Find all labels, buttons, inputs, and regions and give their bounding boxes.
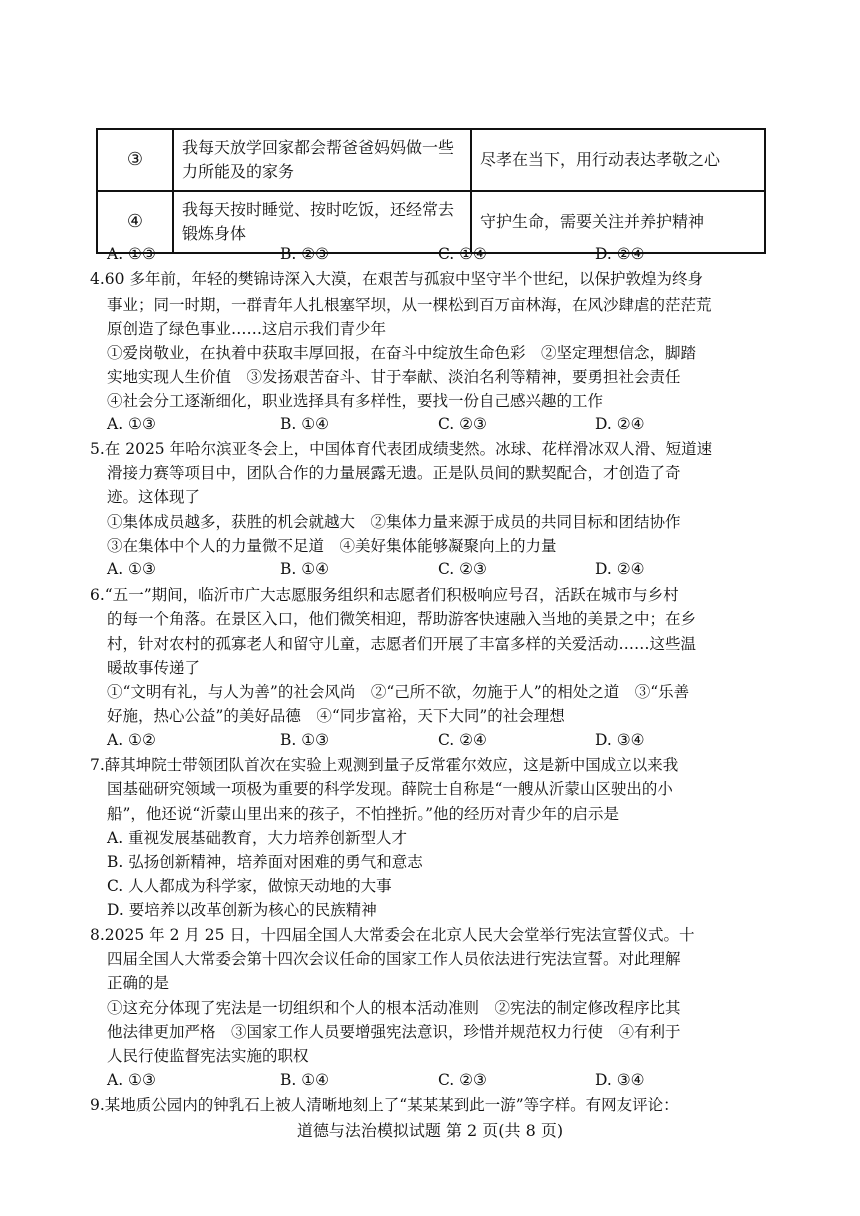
q4-stem-line: 4.60 多年前，年轻的樊锦诗深入大漠，在艰苦与孤寂中坚守半个世纪，以保护敦煌为终身	[90, 270, 703, 288]
q7-option-line: B. 弘扬创新精神，培养面对困难的勇气和意志	[107, 853, 423, 871]
q6-stem-line: 的每一个角落。在景区入口，他们微笑相迎，帮助游客快速融入当地的美景之中；在乡	[107, 610, 697, 628]
q7-option-line: C. 人人都成为科学家，做惊天动地的大事	[107, 877, 392, 895]
q6-stem-line: 6.“五一”期间，临沂市广大志愿服务组织和志愿者们积极响应号召，活跃在城市与乡村	[90, 586, 679, 604]
option-a: A. ①③	[107, 560, 156, 578]
q7-option-line: A. 重视发展基础教育，大力培养创新型人才	[107, 829, 408, 847]
q6-stem-line: 暖故事传递了	[107, 659, 201, 677]
row-behavior: 我每天按时睡觉、按时吃饭，还经常去锻炼身体	[173, 191, 471, 253]
option-c: C. ②④	[438, 731, 487, 749]
q4-item-line: ①爱岗敬业，在执着中获取丰厚回报，在奋斗中绽放生命色彩 ②坚定理想信念，脚踏	[107, 344, 697, 362]
q6-stem-line: 村，针对农村的孤寡老人和留守儿童，志愿者们开展了丰富多样的关爱活动……这些温	[107, 635, 697, 653]
q6-item-line: 好施，热心公益”的美好品德 ④“同步富裕，天下大同”的社会理想	[107, 707, 565, 725]
option-b: B. ①④	[280, 560, 330, 578]
q5-options	[107, 558, 767, 580]
row-view: 尽孝在当下，用行动表达孝敬之心	[471, 129, 765, 191]
option-c: C. ②③	[438, 1071, 487, 1089]
option-b: B. ①④	[280, 415, 330, 433]
q7-option-line: D. 要培养以改革创新为核心的民族精神	[107, 901, 377, 919]
q4-options	[107, 413, 767, 435]
q8-item-line: ①这充分体现了宪法是一切组织和个人的根本活动准则 ②宪法的制定修改程序比其	[107, 999, 681, 1017]
q5-stem-line: 迹。这体现了	[107, 488, 201, 506]
q8-stem-line: 正确的是	[107, 974, 170, 992]
q4-stem-line: 事业；同一时期，一群青年人扎根塞罕坝，从一棵松到百万亩林海，在风沙肆虐的茫茫荒	[107, 296, 712, 314]
option-b: B. ①④	[280, 1071, 330, 1089]
option-b: B. ①③	[280, 731, 330, 749]
row-view: 守护生命，需要关注并养护精神	[471, 191, 765, 253]
option-b: B. ②③	[280, 245, 330, 263]
option-c: C. ②③	[438, 415, 487, 433]
option-d: D. ②④	[595, 245, 645, 263]
option-d: D. ②④	[595, 560, 645, 578]
option-a: A. ①③	[107, 415, 156, 433]
row-number: ③	[97, 129, 173, 191]
answer-table	[96, 128, 766, 254]
q5-stem-line: 滑接力赛等项目中，团队合作的力量展露无遗。正是队员间的默契配合，才创造了奇	[107, 464, 681, 482]
row-number: ④	[97, 191, 173, 253]
option-a: A. ①③	[107, 1071, 156, 1089]
table-row	[97, 129, 765, 191]
option-d: D. ③④	[595, 731, 645, 749]
q6-item-line: ①“文明有礼，与人为善”的社会风尚 ②“己所不欲，勿施于人”的相处之道 ③“乐善	[107, 683, 690, 701]
option-c: C. ②③	[438, 560, 487, 578]
option-c: C. ①④	[438, 245, 487, 263]
q7-stem-line: 国基础研究领域一项极为重要的科学发现。薛院士自称是“一艘从沂蒙山区驶出的小	[107, 780, 673, 798]
page-footer: 道德与法治模拟试题 第 2 页(共 8 页)	[296, 1121, 564, 1140]
q4-item-line: ④社会分工逐渐细化，职业选择具有多样性，要找一份自己感兴趣的工作	[107, 392, 604, 410]
q7-stem-line: 船”，他还说“沂蒙山里出来的孩子，不怕挫折。”他的经历对青少年的启示是	[107, 805, 620, 823]
option-d: D. ③④	[595, 1071, 645, 1089]
q4-item-line: 实地实现人生价值 ③发扬艰苦奋斗、甘于奉献、淡泊名利等精神，要勇担社会责任	[107, 368, 681, 386]
q8-item-line: 他法律更加严格 ③国家工作人员要增强宪法意识，珍惜并规范权力行使 ④有利于	[107, 1023, 681, 1041]
option-a: A. ①③	[107, 245, 156, 263]
q8-stem-line: 四届全国人大常委会第十四次会议任命的国家工作人员依法进行宪法宣誓。对此理解	[107, 950, 681, 968]
option-a: A. ①②	[107, 731, 156, 749]
q8-options	[107, 1069, 767, 1091]
q5-stem-line: 5.在 2025 年哈尔滨亚冬会上，中国体育代表团成绩斐然。冰球、花样滑冰双人滑、短道速	[90, 440, 713, 458]
q4-stem-line: 原创造了绿色事业……这启示我们青少年	[107, 320, 387, 338]
q5-item-line: ①集体成员越多，获胜的机会就越大 ②集体力量来源于成员的共同目标和团结协作	[107, 513, 681, 531]
q7-stem-line: 7.薛其坤院士带领团队首次在实验上观测到量子反常霍尔效应，这是新中国成立以来我	[90, 756, 679, 774]
q5-item-line: ③在集体中个人的力量微不足道 ④美好集体能够凝聚向上的力量	[107, 537, 557, 555]
option-d: D. ②④	[595, 415, 645, 433]
row-behavior: 我每天放学回家都会帮爸爸妈妈做一些力所能及的家务	[173, 129, 471, 191]
q6-options	[107, 729, 767, 751]
q8-stem-line: 8.2025 年 2 月 25 日，十四届全国人大常委会在北京人民大会堂举行宪法宣誓仪式。十	[90, 926, 695, 944]
q9-stem-line: 9.某地质公园内的钟乳石上被人清晰地刻上了“某某某到此一游”等字样。有网友评论：	[90, 1096, 679, 1114]
q8-item-line: 人民行使监督宪法实施的职权	[107, 1047, 309, 1065]
q3-options	[107, 243, 767, 265]
